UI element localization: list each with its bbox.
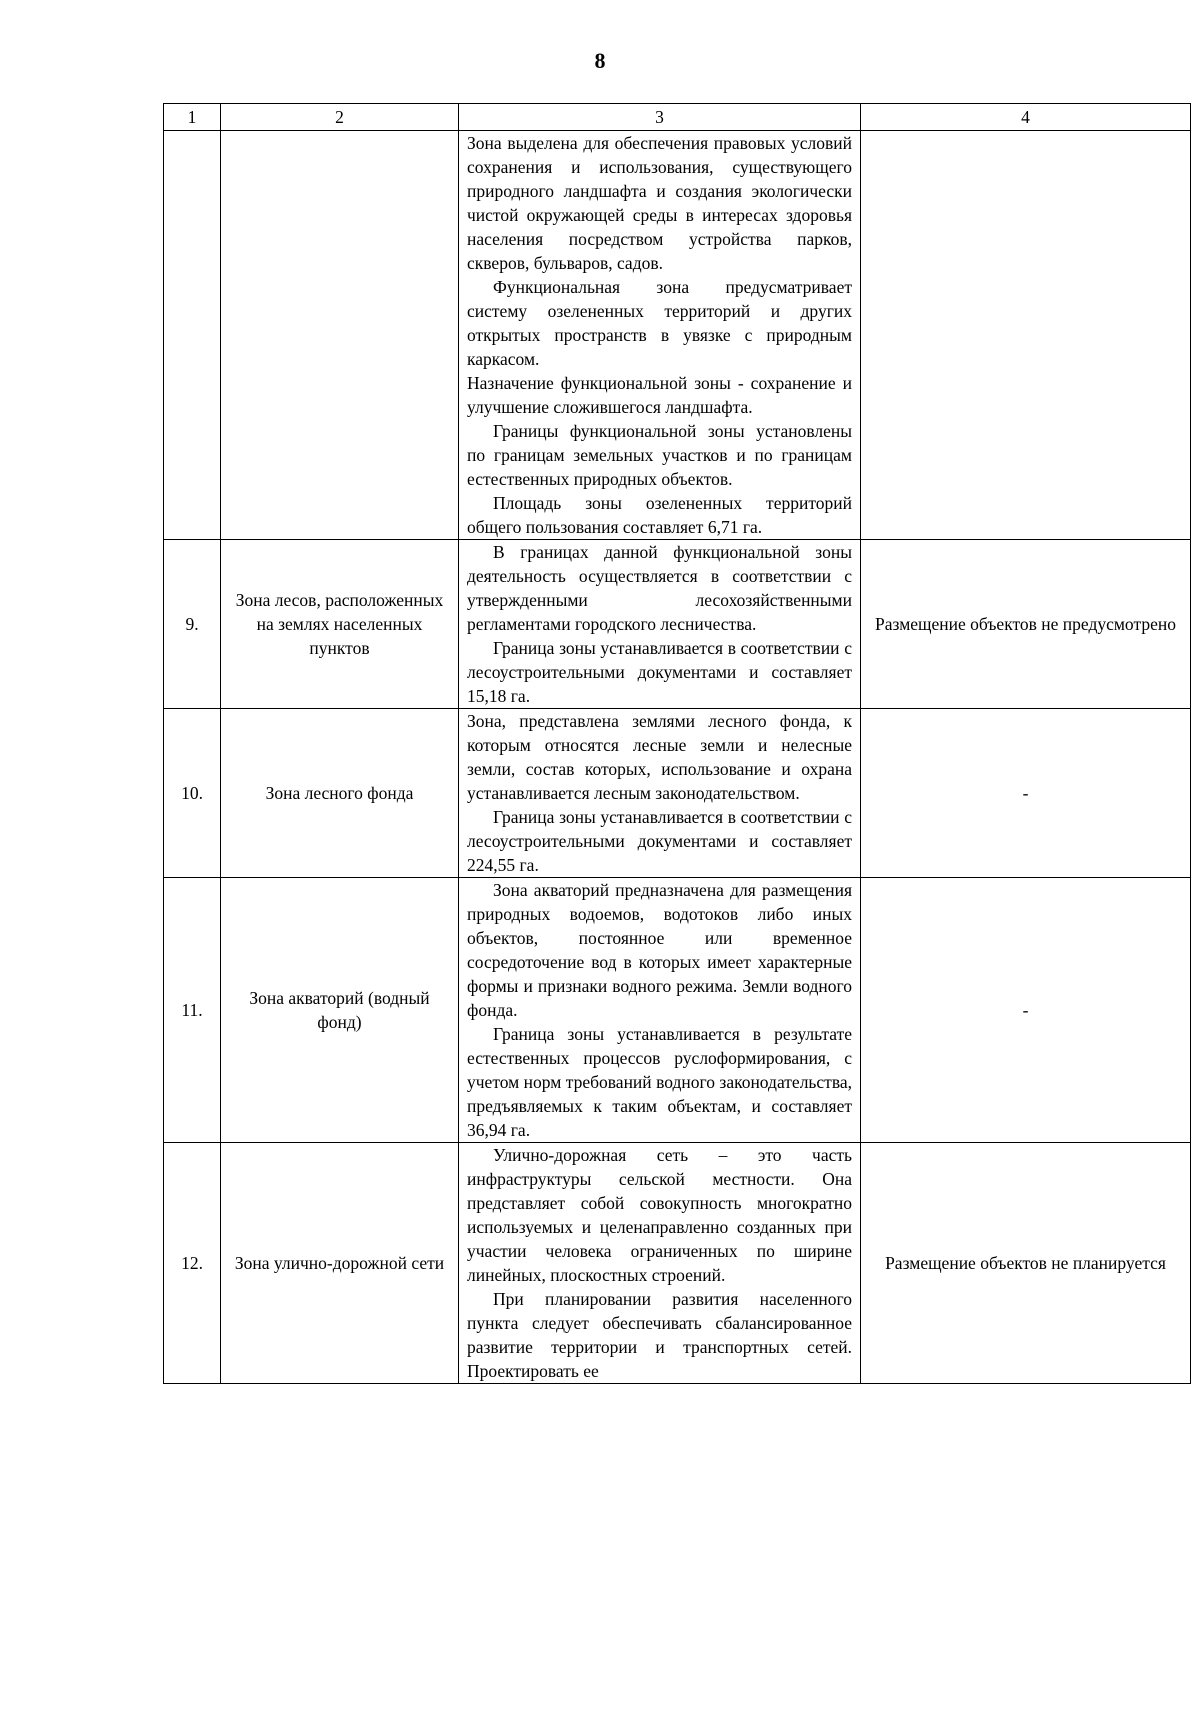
- placement-note: -: [861, 709, 1191, 878]
- description-paragraph: Функциональная зона предусматривает систему озелененных территорий и других открытых пространств в увязке с природным каркасом.: [467, 277, 852, 369]
- zone-name: Зона лесного фонда: [221, 709, 459, 878]
- description-paragraph: Улично-дорожная сеть – это часть инфраструктуры сельской местности. Она представляет собой совокупность многократно используемых и целенаправленно созданных при участии человека ограниченных по ширине линейных, плоскостных строений.: [467, 1145, 852, 1285]
- row-number: 10.: [164, 709, 221, 878]
- description-paragraph: Границы функциональной зоны установлены по границам земельных участков и по границам естественных природных объектов.: [467, 421, 852, 489]
- zone-description: [459, 131, 861, 540]
- zone-name: Зона лесов, расположенных на землях населенных пунктов: [221, 540, 459, 709]
- table-row: [164, 1143, 1191, 1384]
- table-header-row: [164, 104, 1191, 131]
- description-paragraph: В границах данной функциональной зоны деятельность осуществляется в соответствии с утвержденными лесохозяйственными регламентами городского лесничества.: [467, 542, 852, 634]
- description-paragraph: При планировании развития населенного пункта следует обеспечивать сбалансированное развитие территории и транспортных сетей. Проектировать ее: [467, 1289, 852, 1381]
- row-number: 12.: [164, 1143, 221, 1384]
- description-paragraph: Зона выделена для обеспечения правовых условий сохранения и использования, существующего природного ландшафта и создания экологически чистой окружающей среды в интересах здоровья населения посредством устройства парков, скверов, бульваров, садов.: [467, 133, 852, 273]
- column-header-2: 2: [221, 104, 459, 131]
- table-row: [164, 878, 1191, 1143]
- placement-note: Размещение объектов не планируется: [861, 1143, 1191, 1384]
- zone-description: [459, 709, 861, 878]
- zone-name: Зона акваторий (водный фонд): [221, 878, 459, 1143]
- column-header-1: 1: [164, 104, 221, 131]
- zone-description: [459, 1143, 861, 1384]
- zone-name: Зона улично-дорожной сети: [221, 1143, 459, 1384]
- table-row: [164, 131, 1191, 540]
- description-paragraph: Зона акваторий предназначена для размещения природных водоемов, водотоков либо иных объектов, постоянное или временное сосредоточение вод в которых имеет характерные формы и признаки водного режима. Земли водного фонда.: [467, 880, 852, 1020]
- table-row: [164, 709, 1191, 878]
- placement-note: [861, 131, 1191, 540]
- page-number: 8: [594, 48, 606, 73]
- table-row: [164, 540, 1191, 709]
- description-paragraph: Зона, представлена землями лесного фонда, к которым относятся лесные земли и нелесные земли, состав которых, использование и охрана устанавливается лесным законодательством.: [467, 711, 852, 803]
- column-header-4: 4: [861, 104, 1191, 131]
- column-header-3: 3: [459, 104, 861, 131]
- zones-table: [163, 103, 1191, 1384]
- description-paragraph: Граница зоны устанавливается в результате естественных процессов руслоформирования, с учетом норм требований водного законодательства, предъявляемых к таким объектам, и составляет 36,94 га.: [467, 1024, 852, 1140]
- zone-description: [459, 540, 861, 709]
- row-number: 11.: [164, 878, 221, 1143]
- row-number: 9.: [164, 540, 221, 709]
- zone-name: [221, 131, 459, 540]
- description-paragraph: Граница зоны устанавливается в соответствии с лесоустроительными документами и составляет 224,55 га.: [467, 807, 852, 875]
- row-number: [164, 131, 221, 540]
- placement-note: Размещение объектов не предусмотрено: [861, 540, 1191, 709]
- zone-description: [459, 878, 861, 1143]
- description-paragraph: Площадь зоны озелененных территорий общего пользования составляет 6,71 га.: [467, 493, 852, 537]
- placement-note: -: [861, 878, 1191, 1143]
- description-paragraph: Назначение функциональной зоны - сохранение и улучшение сложившегося ландшафта.: [467, 373, 852, 417]
- description-paragraph: Граница зоны устанавливается в соответствии с лесоустроительными документами и составляет 15,18 га.: [467, 638, 852, 706]
